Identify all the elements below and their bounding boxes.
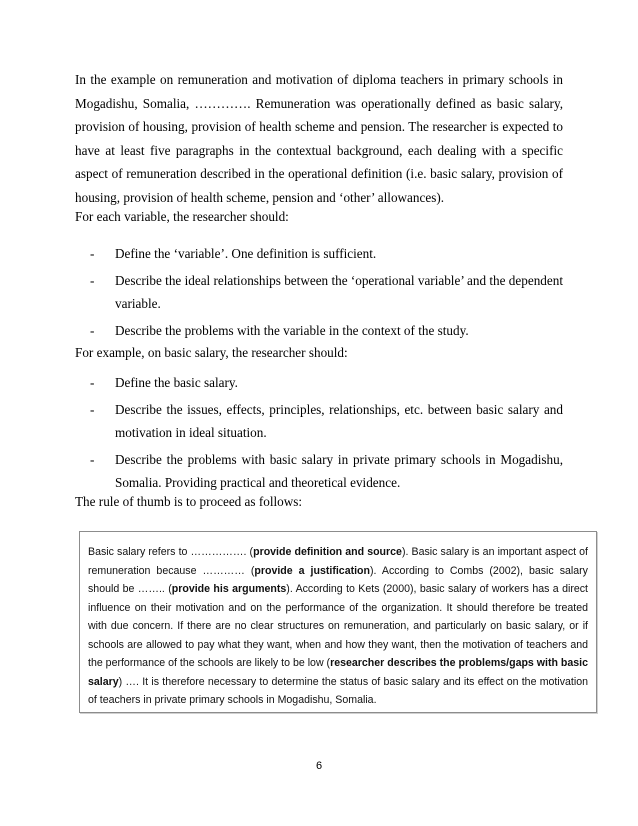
- list-item-text: Describe the ideal relationships between the ‘operational variable’ and the dependent variable.: [115, 272, 563, 312]
- list-item-text: Define the basic salary.: [115, 375, 238, 390]
- box-bold-instruction: provide a justification: [254, 564, 370, 577]
- list-item-text: Describe the issues, effects, principles, relationships, etc. between basic salary and motivation in ideal situation.: [115, 401, 563, 441]
- list-item: [90, 242, 563, 266]
- list-dash: -: [90, 401, 95, 417]
- box-text-segment: Basic salary refers to ……………. (: [88, 546, 254, 558]
- box-text-segment: ) …. It is therefore necessary to determine the status of basic salary and its effect on the motivation of teachers in private primary schools in Mogadishu, Somalia.: [88, 675, 588, 706]
- box-bold-instruction: provide definition and source: [253, 546, 402, 558]
- list-item: [90, 319, 563, 343]
- list-dash: -: [90, 451, 95, 467]
- box-text-segment: ). Basic salary is an important aspect of remuneration because ………… (: [88, 546, 589, 577]
- each-variable-paragraph: For each variable, the researcher should:: [75, 209, 289, 224]
- list-dash: -: [90, 272, 95, 288]
- variable-instructions-list: [90, 242, 563, 345]
- box-bold-instruction: provide his arguments: [171, 583, 287, 595]
- list-dash: -: [90, 246, 95, 261]
- intro-paragraph: In the example on remuneration and motivation of diploma teachers in primary schools in Mogadishu, Somalia, …………. Remuneration was operationally defined as basic salary, provision of housing, provision of health scheme and pension. The researcher is expected to have at least five paragraphs in the contextual background, each dealing with a specific aspect of remuneration described in the operational definition (i.e. basic salary, provision of housing, provision of health scheme, pension and ‘other’ allowances).: [75, 72, 563, 205]
- list-item-text: Define the ‘variable’. One definition is sufficient.: [115, 246, 377, 261]
- box-text-segment: ). According to Combs (2002), basic salary should be …….. (: [88, 564, 588, 595]
- box-text-segment: ). According to Kets (2000), basic salary of workers has a direct influence on their motivation and on the performance of the organization. It should therefore be treated with due concern. If there are no clear structures on remuneration, and particularly on basic salary, or if schools are allowed to pay what they want, when and how they want, then the motivation of teachers and the performance of the schools are likely to be low (: [88, 583, 588, 669]
- salary-instructions-list: [90, 371, 563, 498]
- list-item-text: Describe the problems with basic salary in private primary schools in Mogadishu, Somalia. Providing practical and theoretical evidence.: [115, 451, 563, 491]
- box-bold-instruction: researcher describes the problems/gaps with basic salary: [88, 657, 588, 688]
- list-item: [90, 448, 563, 495]
- example-salary-paragraph: For example, on basic salary, the researcher should:: [75, 345, 348, 360]
- rule-of-thumb-paragraph: The rule of thumb is to proceed as follows:: [75, 494, 303, 509]
- list-dash: -: [90, 375, 95, 390]
- list-item: [90, 269, 563, 316]
- list-item: [90, 398, 563, 445]
- example-box-text: [88, 543, 588, 710]
- page-number: 6: [315, 760, 323, 772]
- list-item-text: Describe the problems with the variable in the context of the study.: [115, 322, 469, 338]
- list-item: [90, 371, 563, 395]
- list-dash: -: [90, 322, 95, 338]
